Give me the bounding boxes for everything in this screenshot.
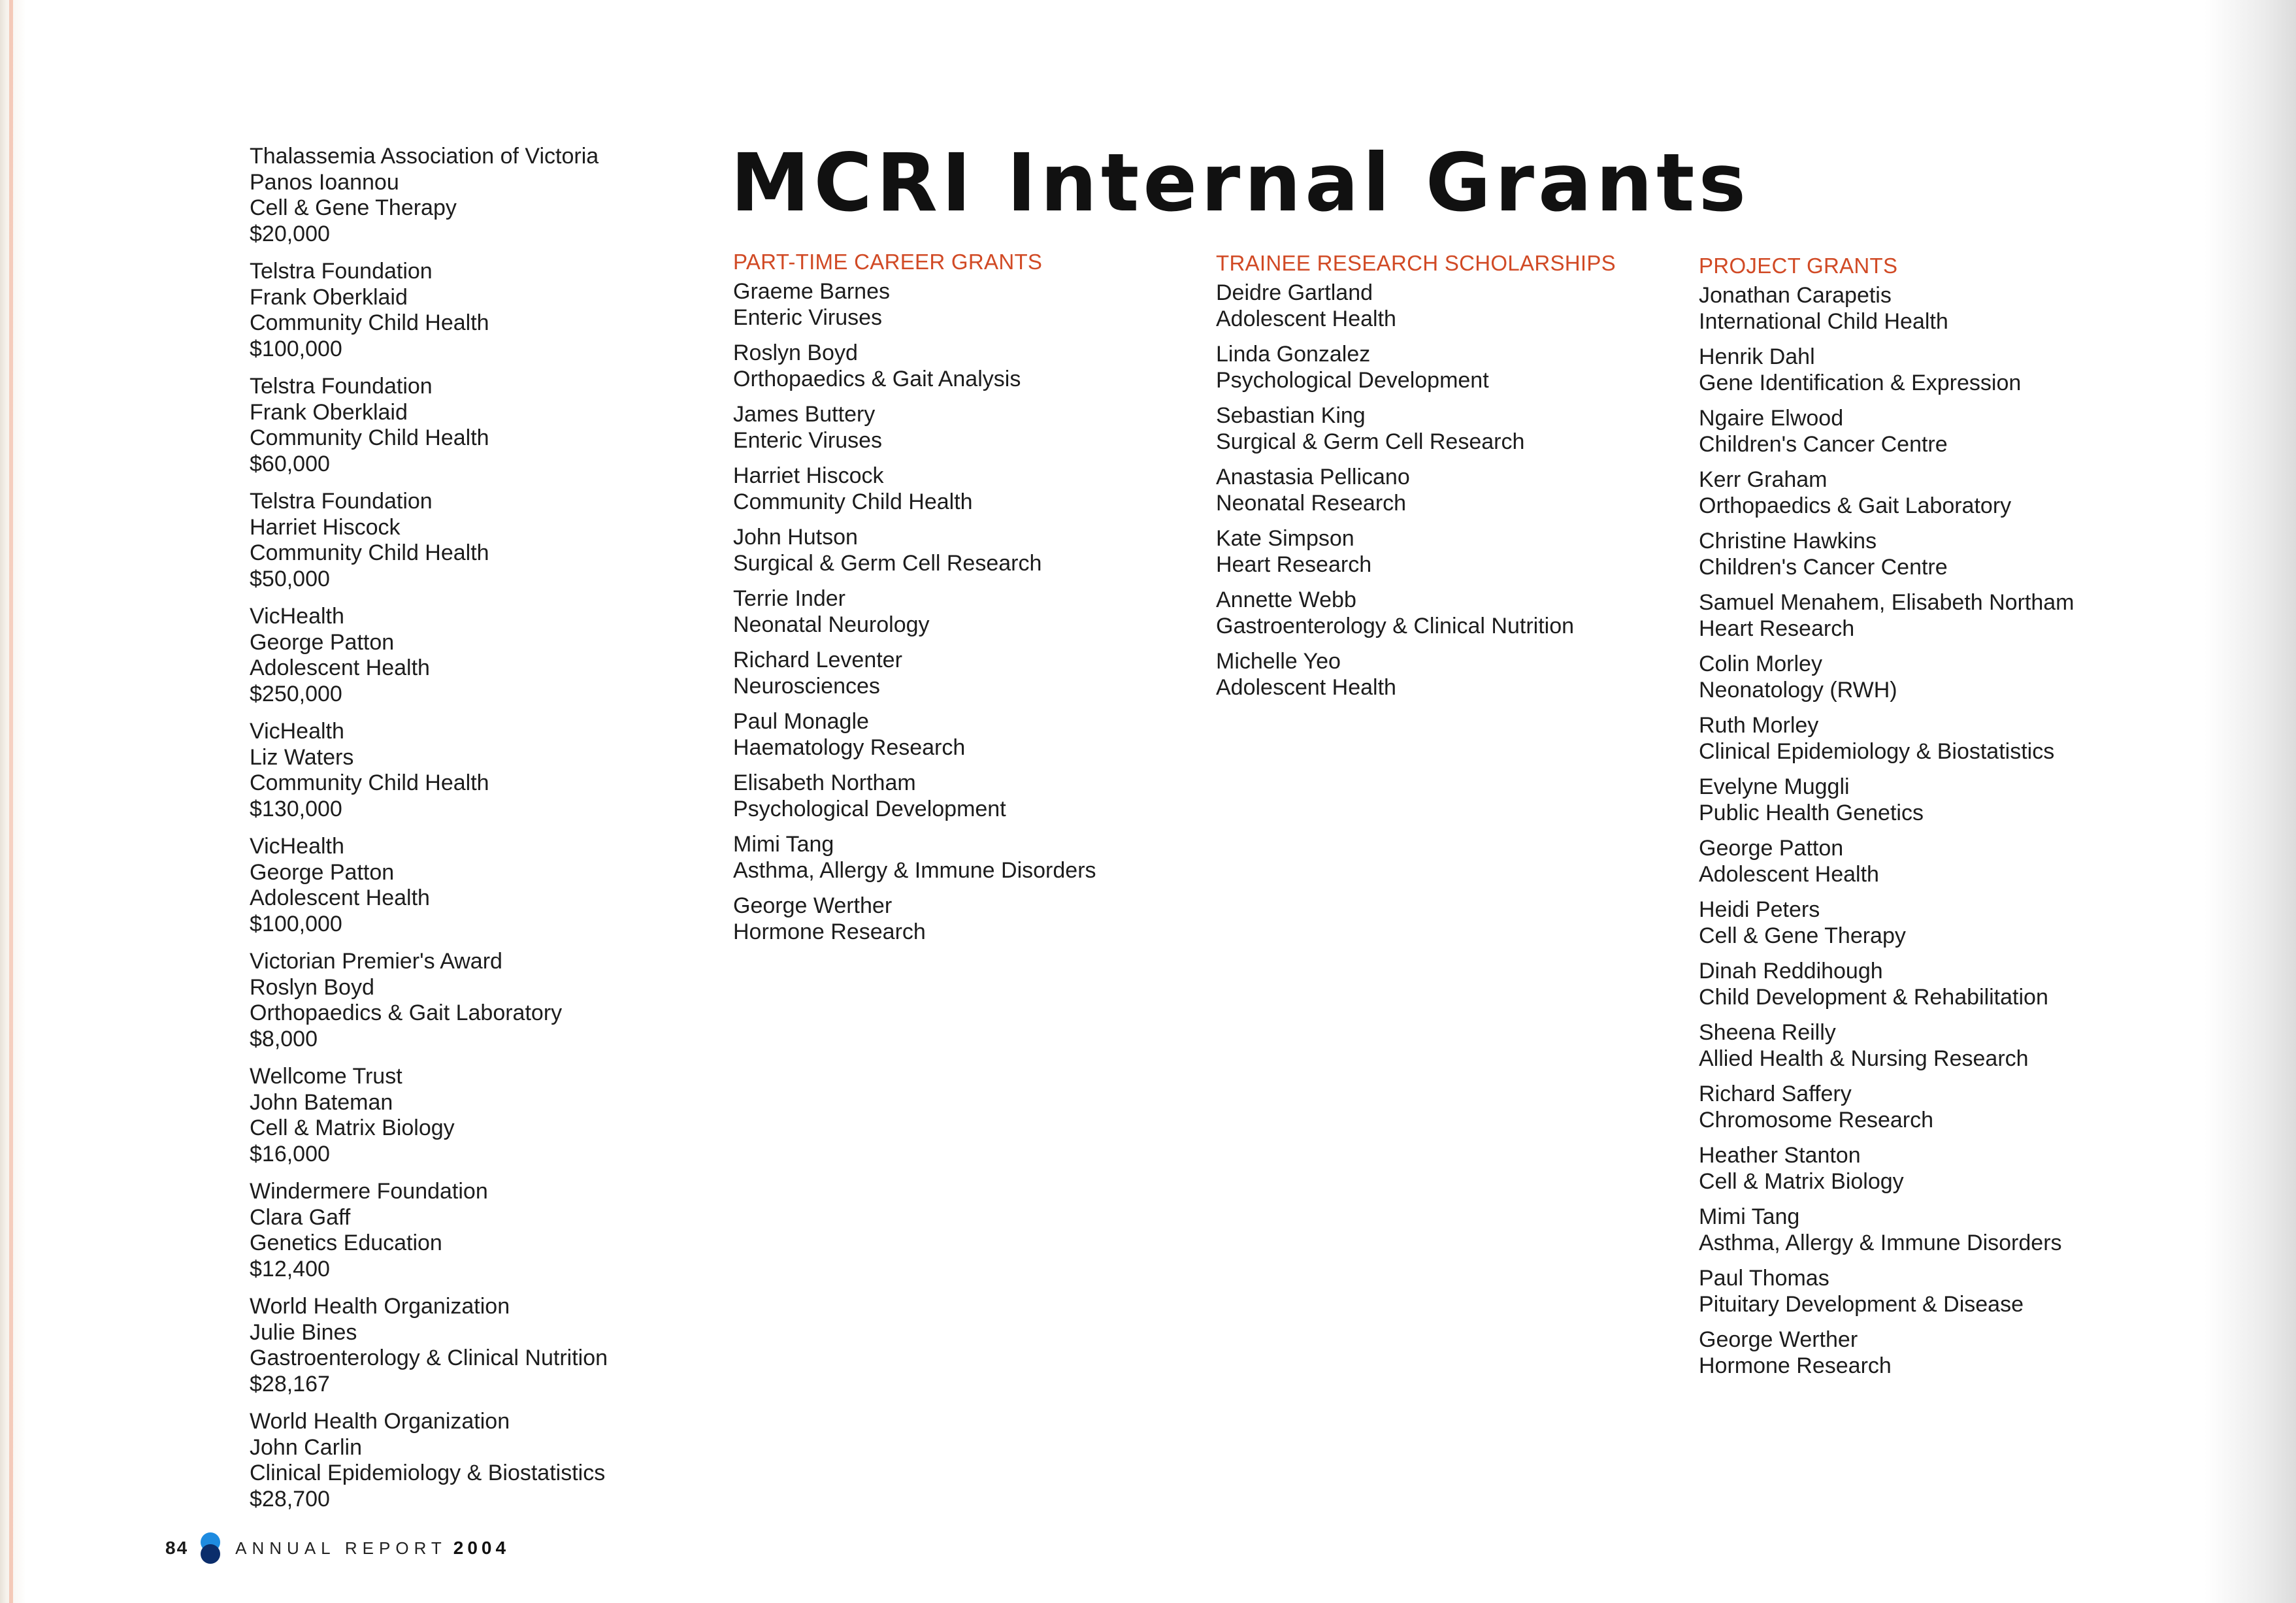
funder-name: World Health Organization: [250, 1294, 510, 1319]
grant-item: [1699, 1204, 2169, 1256]
trainee-research-scholarships-section: [1216, 250, 1686, 710]
department: Adolescent Health: [250, 885, 430, 910]
department: Orthopaedics & Gait Laboratory: [1699, 493, 2012, 518]
funder-name: VicHealth: [250, 604, 344, 629]
funder-entry: [250, 1294, 720, 1397]
funder-entry: [250, 834, 720, 937]
researcher-name: Panos Ioannou: [250, 169, 399, 195]
researcher-name: John Carlin: [250, 1434, 362, 1460]
recipient-name: Mimi Tang: [733, 832, 834, 857]
funder-name: Victorian Premier's Award: [250, 949, 502, 974]
grant-amount: $100,000: [250, 336, 342, 361]
department: Community Child Health: [250, 425, 489, 450]
grant-item: [1699, 344, 2169, 396]
department: Psychological Development: [1216, 368, 1489, 393]
grant-item: [1699, 1327, 2169, 1379]
department: Cell & Gene Therapy: [1699, 923, 1906, 948]
funder-entry: [250, 144, 720, 247]
department: Hormone Research: [1699, 1353, 1892, 1378]
funder-name: Thalassemia Association of Victoria: [250, 144, 599, 169]
department: Gastroenterology & Clinical Nutrition: [250, 1346, 608, 1370]
recipient-name: Elisabeth Northam: [733, 770, 916, 795]
grant-item: [1699, 589, 2169, 642]
page-title: MCRI Internal Grants: [730, 137, 1750, 229]
grant-item: [1699, 1265, 2169, 1317]
recipient-name: Mimi Tang: [1699, 1204, 1800, 1229]
recipient-name: Sebastian King: [1216, 403, 1366, 428]
page-shadow-edge: [2205, 0, 2296, 1603]
grant-item: [1699, 897, 2169, 949]
grant-item: [733, 893, 1204, 945]
grant-amount: $130,000: [250, 796, 342, 821]
grant-item: [733, 340, 1204, 392]
grant-item: [733, 401, 1204, 454]
grant-item: [1699, 774, 2169, 826]
section-title-project: PROJECT GRANTS: [1699, 254, 1898, 278]
researcher-name: Liz Waters: [250, 744, 354, 770]
department: Neonatal Research: [1216, 491, 1407, 516]
grant-item: [733, 708, 1204, 761]
department: Hormone Research: [733, 919, 926, 944]
recipient-name: Heidi Peters: [1699, 897, 1820, 922]
grant-amount: $50,000: [250, 566, 330, 591]
section-title-trainee: TRAINEE RESEARCH SCHOLARSHIPS: [1216, 251, 1616, 275]
grant-item: [1699, 405, 2169, 457]
recipient-name: Sheena Reilly: [1699, 1020, 1836, 1045]
recipient-name: Harriet Hiscock: [733, 463, 884, 488]
grant-amount: $28,167: [250, 1371, 330, 1396]
department: Cell & Matrix Biology: [250, 1115, 455, 1140]
funder-name: Windermere Foundation: [250, 1179, 488, 1204]
department: Gastroenterology & Clinical Nutrition: [1216, 614, 1575, 638]
department: Clinical Epidemiology & Biostatistics: [250, 1461, 606, 1485]
department: Chromosome Research: [1699, 1108, 1934, 1132]
grant-item: [733, 770, 1204, 822]
department: Psychological Development: [733, 797, 1006, 821]
funder-entry: [250, 1179, 720, 1282]
researcher-name: George Patton: [250, 629, 395, 655]
funder-name: VicHealth: [250, 834, 344, 859]
department: Asthma, Allergy & Immune Disorders: [733, 858, 1096, 883]
department: Children's Cancer Centre: [1699, 555, 1948, 580]
recipient-name: Paul Monagle: [733, 709, 869, 734]
grant-item: [1216, 587, 1686, 639]
department: Pituitary Development & Disease: [1699, 1292, 2024, 1317]
grant-item: [1699, 1142, 2169, 1195]
mcri-logo-icon: [197, 1532, 223, 1564]
funder-name: Telstra Foundation: [250, 489, 433, 514]
grant-item: [733, 278, 1204, 331]
department: Community Child Health: [733, 489, 973, 514]
grant-item: [1216, 648, 1686, 701]
recipient-name: John Hutson: [733, 525, 858, 550]
grant-item: [733, 831, 1204, 884]
department: Children's Cancer Centre: [1699, 432, 1948, 457]
recipient-name: George Werther: [1699, 1327, 1858, 1352]
report-label: ANNUAL REPORT: [235, 1538, 447, 1558]
department: Haematology Research: [733, 735, 966, 760]
grant-item: [1216, 525, 1686, 578]
recipient-name: Kerr Graham: [1699, 467, 1828, 492]
recipient-name: Samuel Menahem, Elisabeth Northam: [1699, 590, 2075, 615]
department: Community Child Health: [250, 540, 489, 565]
department: Asthma, Allergy & Immune Disorders: [1699, 1231, 2062, 1255]
report-year: 2004: [453, 1538, 510, 1558]
department: Community Child Health: [250, 770, 489, 795]
researcher-name: John Bateman: [250, 1089, 393, 1115]
recipient-name: Richard Leventer: [733, 648, 902, 672]
researcher-name: Frank Oberklaid: [250, 399, 408, 425]
researcher-name: Frank Oberklaid: [250, 284, 408, 310]
funder-name: World Health Organization: [250, 1409, 510, 1434]
department: Clinical Epidemiology & Biostatistics: [1699, 739, 2055, 764]
grant-item: [1699, 835, 2169, 887]
funder-entry: [250, 719, 720, 822]
grant-item: [1216, 464, 1686, 516]
department: Enteric Viruses: [733, 305, 883, 330]
recipient-name: Deidre Gartland: [1216, 280, 1373, 305]
department: Gene Identification & Expression: [1699, 371, 2022, 395]
funder-entry: [250, 374, 720, 477]
recipient-name: George Patton: [1699, 836, 1844, 861]
grant-item: [1216, 280, 1686, 332]
department: Cell & Matrix Biology: [1699, 1169, 1904, 1194]
grant-item: [1699, 958, 2169, 1010]
recipient-name: Evelyne Muggli: [1699, 774, 1850, 799]
page-footer: [165, 1532, 510, 1564]
funder-name: VicHealth: [250, 719, 344, 744]
department: Public Health Genetics: [1699, 801, 1924, 825]
recipient-name: Jonathan Carapetis: [1699, 283, 1892, 308]
grant-amount: $100,000: [250, 911, 342, 936]
funder-entry: [250, 489, 720, 592]
department: Cell & Gene Therapy: [250, 195, 457, 220]
department: Genetics Education: [250, 1231, 442, 1255]
recipient-name: Michelle Yeo: [1216, 649, 1341, 674]
grant-amount: $8,000: [250, 1026, 318, 1051]
recipient-name: Ngaire Elwood: [1699, 406, 1844, 431]
researcher-name: Harriet Hiscock: [250, 514, 401, 540]
department: Allied Health & Nursing Research: [1699, 1046, 2029, 1071]
recipient-name: Graeme Barnes: [733, 279, 890, 304]
grant-item: [733, 524, 1204, 576]
grant-amount: $20,000: [250, 221, 330, 246]
recipient-name: Terrie Inder: [733, 586, 845, 611]
researcher-name: Roslyn Boyd: [250, 974, 374, 1000]
grant-item: [733, 463, 1204, 515]
department: Orthopaedics & Gait Laboratory: [250, 1000, 563, 1025]
funders-column: [250, 144, 720, 1524]
grant-item: [1216, 403, 1686, 455]
recipient-name: Kate Simpson: [1216, 526, 1354, 551]
part-time-list: [733, 278, 1204, 945]
department: Heart Research: [1216, 552, 1372, 577]
grant-item: [1699, 712, 2169, 765]
recipient-name: Henrik Dahl: [1699, 344, 1815, 369]
department: Neonatal Neurology: [733, 612, 930, 637]
funder-entry: [250, 1409, 720, 1512]
recipient-name: George Werther: [733, 893, 893, 918]
researcher-name: Julie Bines: [250, 1319, 357, 1345]
department: Adolescent Health: [1216, 306, 1396, 331]
funder-entry: [250, 1064, 720, 1167]
department: Neurosciences: [733, 674, 880, 699]
recipient-name: Christine Hawkins: [1699, 529, 1877, 554]
researcher-name: Clara Gaff: [250, 1204, 351, 1230]
trainee-list: [1216, 280, 1686, 701]
grant-amount: $28,700: [250, 1486, 330, 1512]
researcher-name: George Patton: [250, 859, 395, 885]
department: Orthopaedics & Gait Analysis: [733, 367, 1021, 391]
funder-entry: [250, 259, 720, 362]
grant-item: [733, 586, 1204, 638]
page-binding-edge: [0, 0, 26, 1603]
project-grants-section: [1699, 252, 2169, 1388]
funder-entry: [250, 604, 720, 707]
department: Adolescent Health: [1216, 675, 1396, 700]
recipient-name: Heather Stanton: [1699, 1143, 1861, 1168]
grant-item: [1699, 1081, 2169, 1133]
section-title-part-time: PART-TIME CAREER GRANTS: [733, 250, 1043, 274]
grant-item: [1699, 1019, 2169, 1072]
grant-item: [1216, 341, 1686, 393]
part-time-career-grants-section: [733, 248, 1204, 954]
page-number: 84: [165, 1538, 189, 1558]
department: Heart Research: [1699, 616, 1855, 641]
grant-item: [1699, 467, 2169, 519]
department: Neonatology (RWH): [1699, 678, 1897, 702]
grant-amount: $12,400: [250, 1256, 330, 1281]
grant-amount: $16,000: [250, 1141, 330, 1166]
funder-entry: [250, 949, 720, 1052]
recipient-name: Linda Gonzalez: [1216, 342, 1371, 367]
recipient-name: Annette Webb: [1216, 587, 1356, 612]
recipient-name: Ruth Morley: [1699, 713, 1819, 738]
department: Enteric Viruses: [733, 428, 883, 453]
department: Adolescent Health: [1699, 862, 1879, 887]
recipient-name: Paul Thomas: [1699, 1266, 1829, 1291]
grant-item: [1699, 651, 2169, 703]
department: Surgical & Germ Cell Research: [1216, 429, 1525, 454]
funder-name: Wellcome Trust: [250, 1064, 402, 1089]
grant-item: [733, 647, 1204, 699]
funder-name: Telstra Foundation: [250, 374, 433, 399]
grant-amount: $60,000: [250, 451, 330, 476]
recipient-name: Anastasia Pellicano: [1216, 465, 1410, 489]
department: Surgical & Germ Cell Research: [733, 551, 1042, 576]
grant-amount: $250,000: [250, 681, 342, 706]
recipient-name: Colin Morley: [1699, 652, 1822, 676]
project-list: [1699, 282, 2169, 1379]
department: Community Child Health: [250, 310, 489, 335]
recipient-name: James Buttery: [733, 402, 876, 427]
recipient-name: Dinah Reddihough: [1699, 959, 1883, 983]
grant-item: [1699, 528, 2169, 580]
department: Adolescent Health: [250, 655, 430, 680]
department: Child Development & Rehabilitation: [1699, 985, 2048, 1010]
grant-item: [1699, 282, 2169, 335]
recipient-name: Roslyn Boyd: [733, 340, 858, 365]
funder-name: Telstra Foundation: [250, 259, 433, 284]
recipient-name: Richard Saffery: [1699, 1082, 1852, 1106]
department: International Child Health: [1699, 309, 1948, 334]
